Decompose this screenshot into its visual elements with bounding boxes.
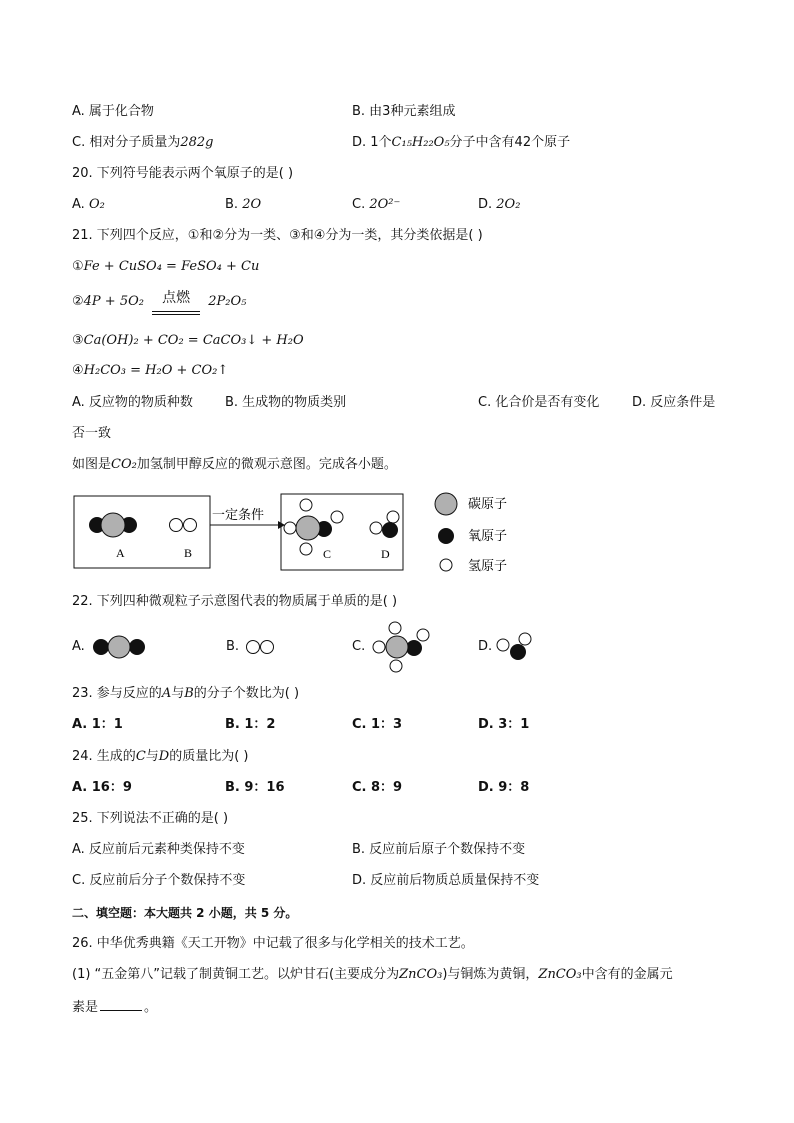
q22-option-c-label[interactable]: C. <box>352 639 366 654</box>
q20-options <box>72 196 732 214</box>
hydrogen-atom <box>370 522 382 534</box>
hydrogen-atom <box>300 499 312 511</box>
q25-options-row-2 <box>72 872 732 890</box>
q21-option-d-continuation: 否一致 <box>72 426 112 441</box>
q21-reaction-4: ④H₂CO₃ = H₂O + CO₂↑ <box>72 363 229 378</box>
q24-option-d[interactable]: D. 9：8 <box>478 780 530 795</box>
hydrogen-atom <box>387 511 399 523</box>
legend-oxygen-label: 氧原子 <box>468 529 508 544</box>
q24-option-a[interactable]: A. 16：9 <box>72 780 132 795</box>
legend-carbon-label: 碳原子 <box>468 497 508 512</box>
q19-option-a[interactable]: A. 属于化合物 <box>72 104 154 119</box>
q20-stem: 20. 下列符号能表示两个氧原子的是( ) <box>72 166 294 181</box>
q19-options-row-1 <box>72 103 732 121</box>
q19-option-c[interactable]: C. 相对分子质量为282g <box>72 135 214 150</box>
legend-hydrogen-icon <box>440 559 452 571</box>
legend-hydrogen-label: 氢原子 <box>468 559 508 574</box>
q23-option-c[interactable]: C. 1：3 <box>352 717 403 732</box>
q21-reaction-1: ①Fe + CuSO₄ = FeSO₄ + Cu <box>72 259 260 274</box>
legend-oxygen-icon <box>438 528 454 544</box>
label-d: D <box>381 547 390 561</box>
q25-option-b[interactable]: B. 反应前后原子个数保持不变 <box>352 842 526 857</box>
q25-option-a[interactable]: A. 反应前后元素种类保持不变 <box>72 842 245 857</box>
q23-option-d[interactable]: D. 3：1 <box>478 717 530 732</box>
label-b: B <box>184 546 193 560</box>
answer-blank[interactable] <box>100 998 142 1011</box>
q19-options-row-2 <box>72 134 732 152</box>
q21-option-d[interactable]: D. 反应条件是 <box>632 395 716 410</box>
hydrogen-atom <box>300 543 312 555</box>
q22-option-b-label[interactable]: B. <box>226 639 240 654</box>
section-title: 二、填空题：本大题共 2 小题，共 5 分。 <box>72 906 298 920</box>
q22-option-b-molecule[interactable] <box>240 630 280 664</box>
q22-option-d-molecule[interactable] <box>494 628 538 668</box>
q22-option-c-molecule[interactable] <box>368 618 434 674</box>
q24-option-b[interactable]: B. 9：16 <box>225 780 285 795</box>
q19-option-b[interactable]: B. 由3种元素组成 <box>352 104 456 119</box>
q20-option-d[interactable]: D. 2O₂ <box>478 197 521 212</box>
q20-option-b[interactable]: B. 2O <box>225 197 262 212</box>
label-c: C <box>323 547 332 561</box>
q23-options <box>72 716 732 734</box>
q21-reaction-3: ③Ca(OH)₂ + CO₂ = CaCO₃↓ + H₂O <box>72 333 304 348</box>
q21-options <box>72 394 732 412</box>
q21-reaction-2: ②4P + 5O₂ 点燃 2P₂O₅ <box>72 293 246 311</box>
carbon-atom <box>101 513 125 537</box>
q19-option-d[interactable]: D. 1个C₁₅H₂₂O₅分子中含有42个原子 <box>352 135 571 150</box>
q25-stem: 25. 下列说法不正确的是( ) <box>72 811 229 826</box>
q21-option-a[interactable]: A. 反应物的物质种数 <box>72 395 193 410</box>
q26-part1-line2: 素是 。 <box>72 1000 158 1015</box>
carbon-atom <box>296 516 320 540</box>
q22-option-a-label[interactable]: A. <box>72 639 85 654</box>
q25-option-c[interactable]: C. 反应前后分子个数保持不变 <box>72 873 246 888</box>
q24-option-c[interactable]: C. 8：9 <box>352 780 403 795</box>
q25-options-row-1 <box>72 841 732 859</box>
legend-carbon-icon <box>435 493 457 515</box>
q20-option-a[interactable]: A. O₂ <box>72 197 105 212</box>
arrow-condition: 一定条件 <box>212 507 265 522</box>
hydrogen-atom <box>184 519 197 532</box>
q25-option-d[interactable]: D. 反应前后物质总质量保持不变 <box>352 873 540 888</box>
q22-stem: 22. 下列四种微观粒子示意图代表的物质属于单质的是( ) <box>72 594 398 609</box>
reaction-diagram <box>72 488 532 578</box>
label-a: A <box>116 546 125 560</box>
q21-option-c[interactable]: C. 化合价是否有变化 <box>478 395 600 410</box>
hydrogen-atom <box>284 522 296 534</box>
q26-stem: 26. 中华优秀典籍《天工开物》中记载了很多与化学相关的技术工艺。 <box>72 936 474 951</box>
q22-option-a-molecule[interactable] <box>88 630 152 664</box>
q24-stem: 24. 生成的C与D的质量比为( ) <box>72 749 249 764</box>
oxygen-atom <box>382 522 398 538</box>
q23-option-a[interactable]: A. 1：1 <box>72 717 123 732</box>
q24-options <box>72 779 732 797</box>
q23-stem: 23. 参与反应的A与B的分子个数比为( ) <box>72 686 300 701</box>
q20-option-c[interactable]: C. 2O²⁻ <box>352 197 401 212</box>
hydrogen-atom <box>170 519 183 532</box>
q22-option-d-label[interactable]: D. <box>478 639 493 654</box>
q26-part1-line1: (1) “五金第八”记载了制黄铜工艺。以炉甘石(主要成分为ZnCO₃)与铜炼为黄铜，ZnCO₃中含有的金属元 <box>72 967 673 982</box>
diagram-intro: 如图是CO₂加氢制甲醇反应的微观示意图。完成各小题。 <box>72 457 397 472</box>
q23-option-b[interactable]: B. 1：2 <box>225 717 276 732</box>
q21-stem: 21. 下列四个反应，①和②分为一类、③和④分为一类，其分类依据是( ) <box>72 228 483 243</box>
hydrogen-atom <box>331 511 343 523</box>
q21-option-b[interactable]: B. 生成物的物质类别 <box>225 395 347 410</box>
